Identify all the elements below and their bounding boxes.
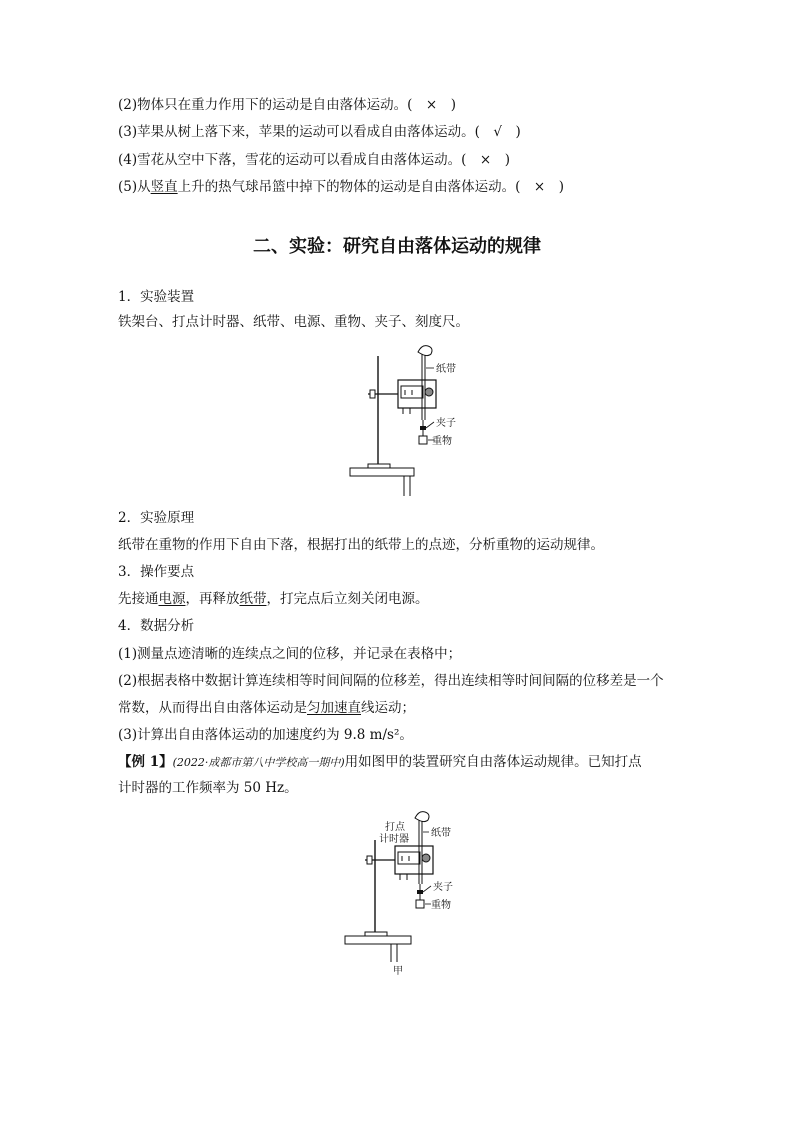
s3-post: ，打完点后立刻关闭电源。 <box>266 591 429 607</box>
s4-heading: 4．数据分析 <box>118 618 195 634</box>
s4-line-3-post: 线运动； <box>361 700 415 716</box>
example-text-1: 用如图甲的装置研究自由落体运动规律。已知打点 <box>344 754 642 770</box>
s3-mid: ，再释放 <box>185 591 240 607</box>
s4-line-3-pre: 常数，从而得出自由落体运动是 <box>118 700 307 716</box>
apparatus-figure-1 <box>340 338 470 500</box>
s3-pre: 先接通 <box>118 591 159 607</box>
s1-heading: 1．实验装置 <box>118 289 195 305</box>
fig2-label-timer-2: 计时器 <box>379 834 409 845</box>
example-source: (2022·成都市第八中学校高一期中) <box>172 756 345 769</box>
s3-heading: 3．操作要点 <box>118 564 195 580</box>
s3-underline-power: 电源 <box>158 591 186 607</box>
example-line-1 <box>118 753 642 772</box>
fig2-label-clip: 夹子 <box>433 882 453 893</box>
fig1-label-weight: 重物 <box>432 436 452 447</box>
s4-line-3-underline: 匀加速直 <box>307 700 361 716</box>
example-line-2: 计时器的工作频率为 50 Hz。 <box>118 780 298 796</box>
s4-line-1: (1)测量点迹清晰的连续点之间的位移，并记录在表格中； <box>118 646 462 662</box>
item-4: (4)雪花从空中下落，雪花的运动可以看成自由落体运动。( × ) <box>118 152 510 168</box>
s4-line-4: (3)计算出自由落体运动的加速度约为 9.8 m/s²。 <box>118 727 413 743</box>
s2-heading: 2．实验原理 <box>118 510 195 526</box>
item-5-post: 上升的热气球吊篮中掉下的物体的运动是自由落体运动。( × ) <box>177 179 564 195</box>
s4-line-3 <box>118 699 415 717</box>
fig2-label-weight: 重物 <box>431 900 451 911</box>
fig2-label-tape: 纸带 <box>431 828 451 839</box>
item-5-pre: (5)从 <box>118 179 151 195</box>
item-3: (3)苹果从树上落下来，苹果的运动可以看成自由落体运动。( √ ) <box>118 124 521 140</box>
s2-text: 纸带在重物的作用下自由下落，根据打出的纸带上的点迹，分析重物的运动规律。 <box>118 537 604 553</box>
s3-text <box>118 590 429 608</box>
fig2-caption: 甲 <box>393 966 403 977</box>
fig1-label-tape: 纸带 <box>436 364 456 375</box>
item-5 <box>118 178 564 196</box>
s3-underline-tape: 纸带 <box>239 591 267 607</box>
example-tag: 【例 1】 <box>118 754 173 770</box>
section-title: 二、实验：研究自由落体运动的规律 <box>253 236 541 257</box>
fig1-label-clip: 夹子 <box>436 418 456 429</box>
apparatus-figure-jia <box>335 808 475 980</box>
s4-line-2: (2)根据表格中数据计算连续相等时间间隔的位移差，得出连续相等时间间隔的位移差是一个 <box>118 673 664 689</box>
fig2-label-timer-1: 打点 <box>385 822 405 833</box>
item-2: (2)物体只在重力作用下的运动是自由落体运动。( × ) <box>118 97 456 113</box>
item-5-underline: 竖直 <box>150 179 178 195</box>
s1-text: 铁架台、打点计时器、纸带、电源、重物、夹子、刻度尺。 <box>118 314 469 330</box>
